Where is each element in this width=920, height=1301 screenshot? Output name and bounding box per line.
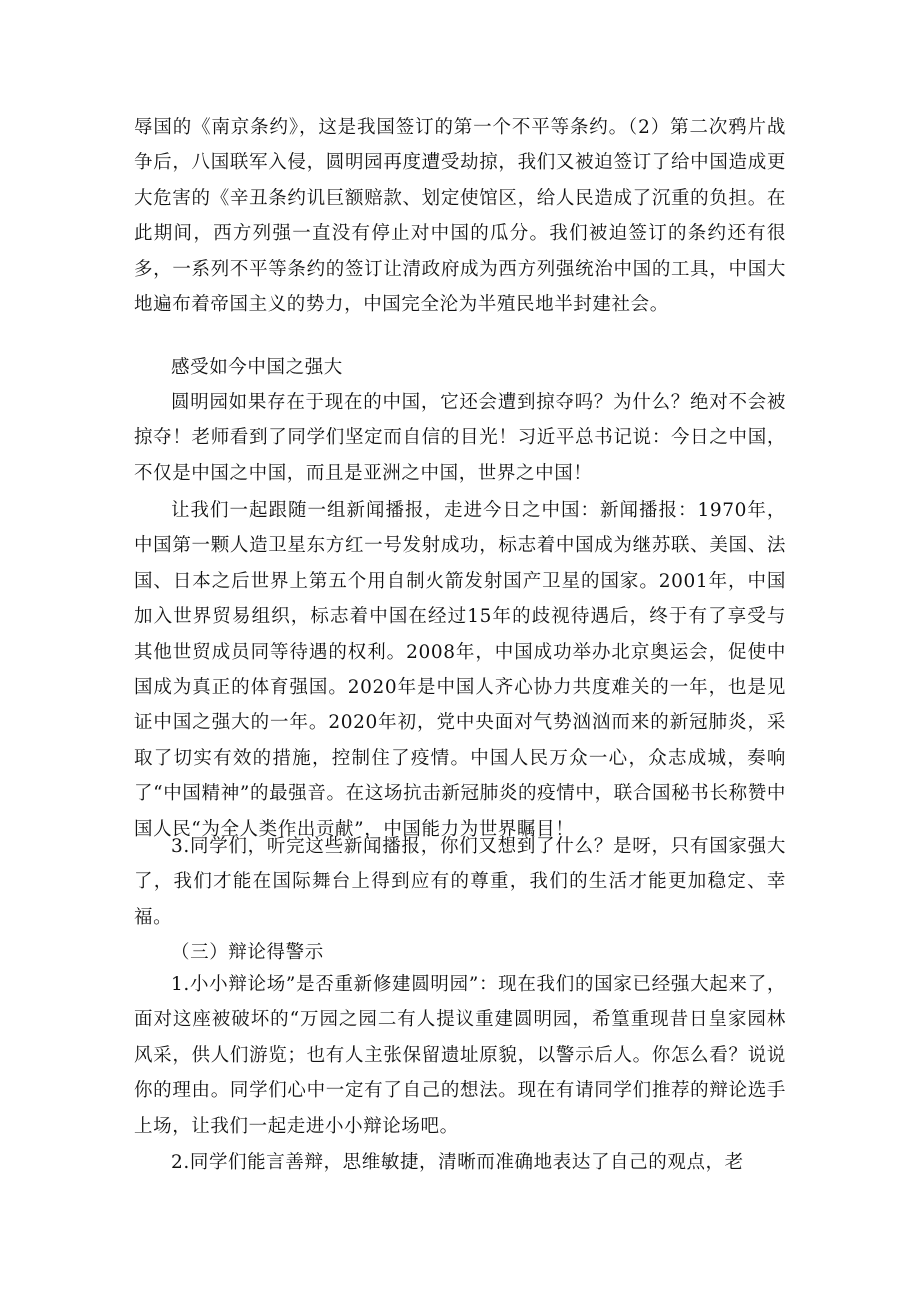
paragraph-news-broadcast: 让我们一起跟随一组新闻播报，走进今日之中国：新闻播报：1970年，中国第一颗人造卫星东方红一号发射成功，标志着中国成为继苏联、美国、法国、日本之后世界上第五个用自制火箭发射国产卫星的国家。2001年，中国加入世界贸易组织，标志着中国在经过15年的歧视待遇后，终于有了享受与其他世贸成员同等待遇的权利。2008年，中国成功举办北京奥运会，促使中国成为真正的体育强国。2020年是中国人齐心协力共度难关的一年，也是见证中国之强大的一年。2020年初，党中央面对气势汹汹而来的新冠肺炎，采取了切实有效的措施，控制住了疫情。中国人民万众一心，众志成城，奏响了“中国精神”的最强音。在这场抗击新冠肺炎的疫情中，联合国秘书长称赞中国人民“为全人类作出贡献”，中国能力为世界瞩目！	[134, 500, 786, 840]
paragraph-yuanmingyuan-today: 圆明园如果存在于现在的中国，它还会遭到掠夺吗？为什么？绝对不会被掠夺！老师看到了同学们坚定而自信的目光！习近平总书记说：今日之中国，不仅是中国之中国，而且是亚洲之中国，世界之中国！	[134, 392, 786, 484]
paragraph-reflection: 3.同学们，听完这些新闻播报，你们又想到了什么？是呀，只有国家强大了，我们才能在国际舞台上得到应有的尊重，我们的生活才能更加稳定、幸福。	[134, 836, 786, 928]
paragraph-debate-summary: 2.同学们能言善辩，思维敏捷，清晰而准确地表达了自己的观点，老	[171, 1152, 744, 1173]
paragraph-treaties: 辱国的《南京条约》，这是我国签订的第一个不平等条约。（2）第二次鸦片战争后，八国联军入侵，圆明园再度遭受劫掠，我们又被迫签订了给中国造成更大危害的《辛丑条约讥巨额赔款、划定使馆区，给人民造成了沉重的负担。在此期间，西方列强一直没有停止对中国的瓜分。我们被迫签订的条约还有很多，一系列不平等条约的签订让清政府成为西方列强统治中国的工具，中国大地遍布着帝国主义的势力，中国完全沦为半殖民地半封建社会。	[134, 117, 786, 316]
section-heading-debate: （三）辩论得警示	[171, 942, 324, 963]
paragraph-debate-topic: 1.小小辩论场”是否重新修建圆明园”：现在我们的国家已经强大起来了，面对这座被破坏的“万园之园二有人提议重建圆明园，希篁重现昔日皇家园林风采，供人们游览；也有人主张保留遗址原貌，以警示后人。你怎么看？说说你的理由。同学们心中一定有了自己的想法。现在有请同学们推荐的辩论选手上场，让我们一起走进小小辩论场吧。	[134, 974, 786, 1137]
subheading-china-strong: 感受如今中国之强大	[171, 357, 343, 378]
